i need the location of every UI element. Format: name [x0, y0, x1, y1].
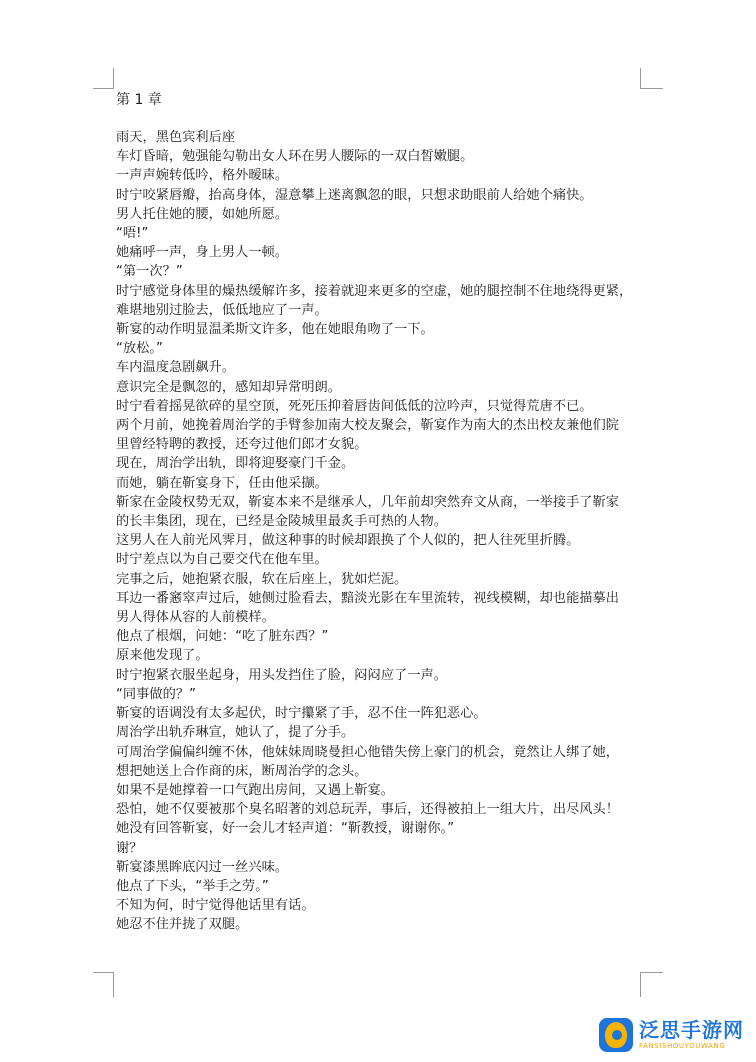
paragraph: 不知为何，时宁觉得他话里有话。 [116, 898, 315, 914]
paragraph: “唔!” [116, 226, 149, 242]
paragraph: 靳宴的动作明显温柔斯文许多，他在她眼角吻了一下。 [116, 322, 434, 338]
paragraph: 靳家在金陵权势无双，靳宴本来不是继承人，几年前却突然弃文从商，一举接手了靳家 的长丰集团，现在，已经是金陵城里最炙手可热的人物。 [116, 494, 620, 530]
paragraph: 如果不是她撑着一口气跑出房间，又遇上靳宴。 [116, 782, 394, 798]
paragraph: 原来他发现了。 [116, 648, 209, 664]
paragraph: “放松。” [116, 341, 163, 357]
chapter-heading: 第 1 章 [116, 92, 162, 108]
paragraph: 完事之后，她抱紧衣服，软在后座上，犹如烂泥。 [116, 571, 408, 587]
paragraph: 耳边一番窸窣声过后，她侧过脸看去，黯淡光影在车里流转，视线模糊，却也能描摹出 男人得体从容的人前模样。 [116, 590, 620, 626]
paragraph: 可周治学偏偏纠缠不休，他妹妹周晓曼担心他错失傍上豪门的机会，竟然让人绑了她， 想把她送上合作商的床，断周治学的念头。 [116, 744, 620, 779]
paragraph: 时宁抱紧衣服坐起身，用头发挡住了脸，闷闷应了一声。 [116, 667, 447, 683]
paragraph: 一声声婉转低吟，格外暧昧。 [116, 168, 289, 184]
paragraph: 她痛呼一声，身上男人一顿。 [116, 245, 289, 261]
crop-mark-bottom-right [640, 972, 663, 997]
watermark-title: 泛思手游网 [639, 1018, 744, 1042]
paragraph: 她没有回答靳宴，好一会儿才轻声道：“靳教授，谢谢你。” [116, 821, 455, 837]
crop-mark-top-left [93, 68, 114, 89]
paragraph: “第一次？” [116, 264, 183, 280]
watermark-logo-icon [599, 1018, 633, 1052]
paragraph: 男人托住她的腰，如她所愿。 [116, 206, 289, 222]
watermark-subtitle: FANSISHOUYOUWANG [639, 1042, 726, 1050]
paragraph: 车内温度急剧飙升。 [116, 360, 236, 376]
paragraph: 周治学出轨乔琳宣，她认了，提了分手。 [116, 725, 355, 741]
paragraph: 恐怕，她不仅要被那个臭名昭著的刘总玩弄，事后，还得被拍上一组大片，出尽风头！ [116, 802, 620, 818]
paragraph: 他点了根烟，问她：“吃了脏东西？” [116, 629, 329, 645]
crop-mark-top-right [640, 68, 663, 89]
paragraph: “同事做的？” [116, 686, 196, 702]
paragraph: 她忍不住并拢了双腿。 [116, 917, 249, 933]
watermark [593, 1014, 750, 1056]
paragraph: 时宁看着摇晃欲碎的星空顶，死死压抑着唇齿间低低的泣吟声，只觉得荒唐不已。 [116, 398, 593, 414]
crop-mark-bottom-left [93, 972, 114, 997]
paragraph: 谢？ [116, 840, 143, 856]
paragraph: 意识完全是飘忽的，感知却异常明朗。 [116, 379, 342, 395]
paragraph: 现在，周治学出轨，即将迎娶豪门千金。 [116, 456, 355, 472]
paragraph: 两个月前，她挽着周治学的手臂参加南大校友聚会，靳宴作为南大的杰出校友兼他们院 里曾经特聘的教授，还夸过他们郎才女貌。 [116, 418, 620, 453]
paragraph: 时宁咬紧唇瓣，抬高身体，湿意攀上迷离飘忽的眼，只想求助眼前人给她个痛快。 [116, 187, 593, 203]
chapter-body [116, 128, 646, 935]
paragraph: 靳宴的语调没有太多起伏，时宁攥紧了手，忍不住一阵犯恶心。 [116, 706, 487, 722]
paragraph: 时宁感觉身体里的燥热缓解许多，接着就迎来更多的空虚，她的腿控制不住地绕得更紧， 难堪地别过脸去，低低地应了一声。 [116, 283, 633, 318]
paragraph: 而她，躺在靳宴身下，任由他采撷。 [116, 475, 328, 491]
watermark-text [639, 1020, 744, 1050]
paragraph: 车灯昏暗，勉强能勾勒出女人环在男人腰际的一双白皙嫩腿。 [116, 149, 474, 165]
paragraph: 靳宴漆黑眸底闪过一丝兴味。 [116, 859, 289, 875]
paragraph: 他点了下头，“举手之劳。” [116, 878, 269, 894]
paragraph: 这男人在人前光风霁月，做这种事的时候却跟换了个人似的，把人往死里折腾。 [116, 533, 580, 549]
paragraph: 雨天，黑色宾利后座 [116, 130, 236, 145]
paragraph: 时宁差点以为自己要交代在他车里。 [116, 552, 328, 568]
